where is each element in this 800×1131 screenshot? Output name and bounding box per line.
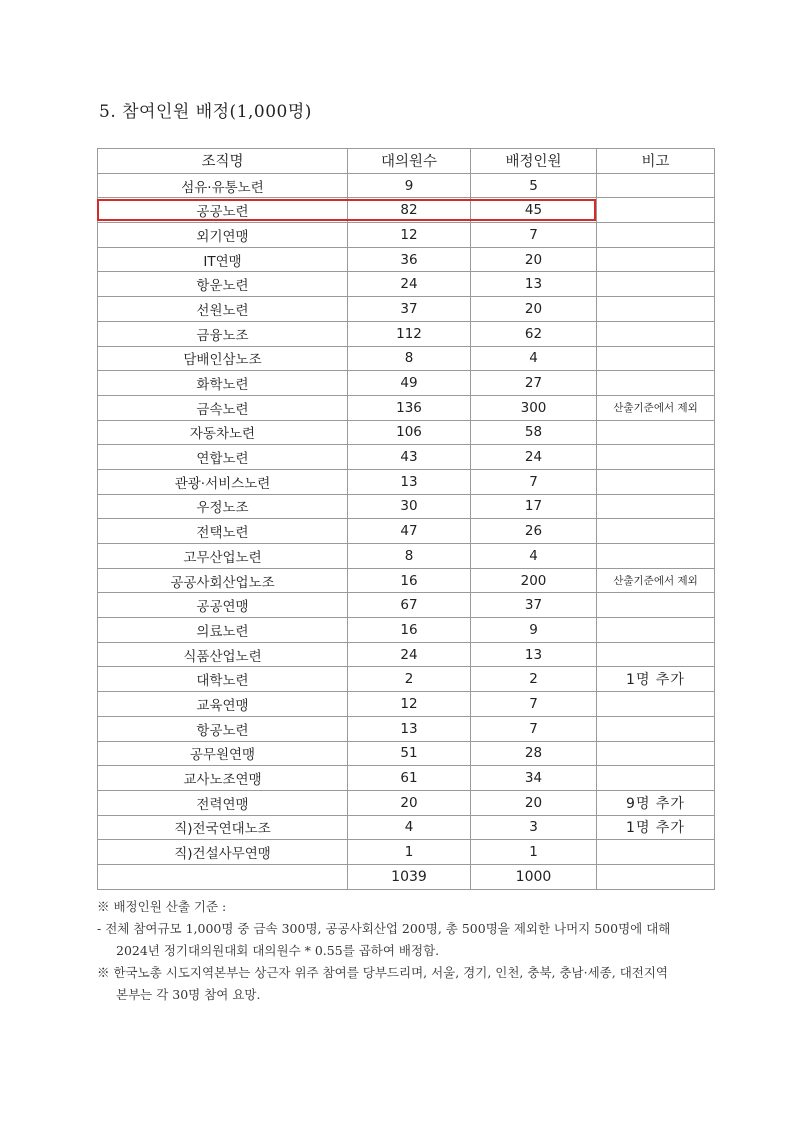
organization-cell: 섬유·유통노련 [98, 173, 348, 198]
remarks-cell: 산출기준에서 제외 [597, 395, 715, 420]
delegates-cell: 24 [348, 642, 471, 667]
organization-cell: 식품산업노련 [98, 642, 348, 667]
organization-cell: 외기연맹 [98, 223, 348, 248]
table-row [98, 494, 715, 519]
table-row [98, 766, 715, 791]
table-header-row [98, 149, 715, 174]
remarks-cell [597, 692, 715, 717]
allocation-table [97, 148, 715, 890]
remarks-cell [597, 716, 715, 741]
note-criteria-line2: 2024년 정기대의원대회 대의원수 * 0.55를 곱하여 배정함. [116, 943, 440, 958]
allocated-cell: 3 [471, 815, 597, 840]
organization-cell: 관광·서비스노련 [98, 469, 348, 494]
delegates-cell: 2 [348, 667, 471, 692]
table-row [98, 223, 715, 248]
remarks-cell [597, 173, 715, 198]
table-row [98, 173, 715, 198]
table-row [98, 544, 715, 569]
organization-cell: 교사노조연맹 [98, 766, 348, 791]
allocated-cell: 58 [471, 420, 597, 445]
remarks-cell: 산출기준에서 제외 [597, 568, 715, 593]
organization-cell: 공공연맹 [98, 593, 348, 618]
remarks-cell: 9명 추가 [597, 790, 715, 815]
delegates-cell: 24 [348, 272, 471, 297]
header-organization: 조직명 [98, 149, 348, 174]
allocated-cell: 4 [471, 346, 597, 371]
allocated-cell: 20 [471, 297, 597, 322]
remarks-cell [597, 593, 715, 618]
remarks-cell [597, 272, 715, 297]
organization-cell: 화학노련 [98, 371, 348, 396]
organization-cell: 담배인삼노조 [98, 346, 348, 371]
delegates-cell: 112 [348, 321, 471, 346]
remarks-cell [597, 519, 715, 544]
allocated-cell: 9 [471, 618, 597, 643]
delegates-cell: 37 [348, 297, 471, 322]
delegates-cell: 12 [348, 692, 471, 717]
remarks-cell: 1명 추가 [597, 667, 715, 692]
organization-cell: 의료노련 [98, 618, 348, 643]
table-row [98, 321, 715, 346]
delegates-cell: 16 [348, 568, 471, 593]
allocated-cell: 20 [471, 247, 597, 272]
table-row [98, 346, 715, 371]
organization-cell: 항공노련 [98, 716, 348, 741]
table-row [98, 618, 715, 643]
remarks-cell [597, 223, 715, 248]
note-criteria-line1: - 전체 참여규모 1,000명 중 금속 300명, 공공사회산업 200명, 총 500명을 제외한 나머지 500명에 대해 [97, 921, 671, 936]
allocated-cell: 7 [471, 469, 597, 494]
remarks-cell [597, 544, 715, 569]
allocated-cell: 4 [471, 544, 597, 569]
remarks-cell: 1명 추가 [597, 815, 715, 840]
organization-cell: 공공노련 [98, 198, 348, 223]
table-row [98, 272, 715, 297]
table-row [98, 198, 715, 223]
section-title: 5. 참여인원 배정(1,000명) [99, 102, 312, 122]
table-row [98, 741, 715, 766]
organization-cell: 공무원연맹 [98, 741, 348, 766]
allocated-cell: 5 [471, 173, 597, 198]
delegates-cell: 82 [348, 198, 471, 223]
remarks-cell [597, 741, 715, 766]
delegates-cell: 20 [348, 790, 471, 815]
table-row [98, 593, 715, 618]
delegates-cell: 13 [348, 716, 471, 741]
delegates-cell: 13 [348, 469, 471, 494]
organization-cell: 직)건설사무연맹 [98, 840, 348, 865]
total-delegates: 1039 [348, 864, 471, 889]
allocated-cell: 13 [471, 272, 597, 297]
remarks-cell [597, 642, 715, 667]
remarks-cell [597, 371, 715, 396]
organization-cell: 공공사회산업노조 [98, 568, 348, 593]
allocated-cell: 300 [471, 395, 597, 420]
table-row [98, 420, 715, 445]
remarks-cell [597, 247, 715, 272]
delegates-cell: 1 [348, 840, 471, 865]
table-row [98, 840, 715, 865]
total-allocated: 1000 [471, 864, 597, 889]
allocated-cell: 2 [471, 667, 597, 692]
note-regional-line1: ※ 한국노총 시도지역본부는 상근자 위주 참여를 당부드리며, 서울, 경기, 인천, 충북, 충남·세종, 대전지역 [97, 965, 668, 980]
table-row [98, 519, 715, 544]
allocated-cell: 62 [471, 321, 597, 346]
delegates-cell: 47 [348, 519, 471, 544]
delegates-cell: 9 [348, 173, 471, 198]
delegates-cell: 67 [348, 593, 471, 618]
organization-cell: IT연맹 [98, 247, 348, 272]
delegates-cell: 49 [348, 371, 471, 396]
total-remarks [597, 864, 715, 889]
delegates-cell: 16 [348, 618, 471, 643]
note-criteria-heading: ※ 배정인원 산출 기준 : [97, 899, 227, 914]
remarks-cell [597, 198, 715, 223]
organization-cell: 대학노련 [98, 667, 348, 692]
table-row [98, 790, 715, 815]
note-regional-line2: 본부는 각 30명 참여 요망. [116, 987, 261, 1002]
allocated-cell: 7 [471, 716, 597, 741]
table-row [98, 371, 715, 396]
allocated-cell: 27 [471, 371, 597, 396]
organization-cell: 직)전국연대노조 [98, 815, 348, 840]
table-row [98, 692, 715, 717]
remarks-cell [597, 346, 715, 371]
table-row [98, 247, 715, 272]
delegates-cell: 61 [348, 766, 471, 791]
total-row [98, 864, 715, 889]
delegates-cell: 12 [348, 223, 471, 248]
allocated-cell: 28 [471, 741, 597, 766]
header-delegates: 대의원수 [348, 149, 471, 174]
delegates-cell: 43 [348, 445, 471, 470]
remarks-cell [597, 840, 715, 865]
remarks-cell [597, 445, 715, 470]
allocated-cell: 200 [471, 568, 597, 593]
organization-cell: 전택노련 [98, 519, 348, 544]
delegates-cell: 106 [348, 420, 471, 445]
allocated-cell: 1 [471, 840, 597, 865]
organization-cell: 교육연맹 [98, 692, 348, 717]
table-body [98, 173, 715, 864]
remarks-cell [597, 494, 715, 519]
table-row [98, 568, 715, 593]
remarks-cell [597, 420, 715, 445]
table-row [98, 667, 715, 692]
organization-cell: 전력연맹 [98, 790, 348, 815]
allocated-cell: 17 [471, 494, 597, 519]
header-allocated: 배정인원 [471, 149, 597, 174]
organization-cell: 금융노조 [98, 321, 348, 346]
table-row [98, 642, 715, 667]
table-row [98, 815, 715, 840]
total-label [98, 864, 348, 889]
remarks-cell [597, 766, 715, 791]
notes-section [97, 896, 717, 1006]
allocated-cell: 7 [471, 692, 597, 717]
table-row [98, 395, 715, 420]
delegates-cell: 8 [348, 346, 471, 371]
organization-cell: 자동차노련 [98, 420, 348, 445]
remarks-cell [597, 469, 715, 494]
allocated-cell: 34 [471, 766, 597, 791]
table-row [98, 716, 715, 741]
organization-cell: 우정노조 [98, 494, 348, 519]
remarks-cell [597, 297, 715, 322]
allocated-cell: 24 [471, 445, 597, 470]
delegates-cell: 8 [348, 544, 471, 569]
remarks-cell [597, 321, 715, 346]
allocated-cell: 7 [471, 223, 597, 248]
organization-cell: 연합노련 [98, 445, 348, 470]
remarks-cell [597, 618, 715, 643]
allocated-cell: 37 [471, 593, 597, 618]
organization-cell: 선원노련 [98, 297, 348, 322]
delegates-cell: 136 [348, 395, 471, 420]
table-row [98, 297, 715, 322]
organization-cell: 항운노련 [98, 272, 348, 297]
organization-cell: 금속노련 [98, 395, 348, 420]
table-row [98, 445, 715, 470]
delegates-cell: 51 [348, 741, 471, 766]
delegates-cell: 4 [348, 815, 471, 840]
allocated-cell: 45 [471, 198, 597, 223]
delegates-cell: 30 [348, 494, 471, 519]
allocated-cell: 13 [471, 642, 597, 667]
header-remarks: 비고 [597, 149, 715, 174]
allocated-cell: 26 [471, 519, 597, 544]
delegates-cell: 36 [348, 247, 471, 272]
allocated-cell: 20 [471, 790, 597, 815]
table-row [98, 469, 715, 494]
organization-cell: 고무산업노련 [98, 544, 348, 569]
